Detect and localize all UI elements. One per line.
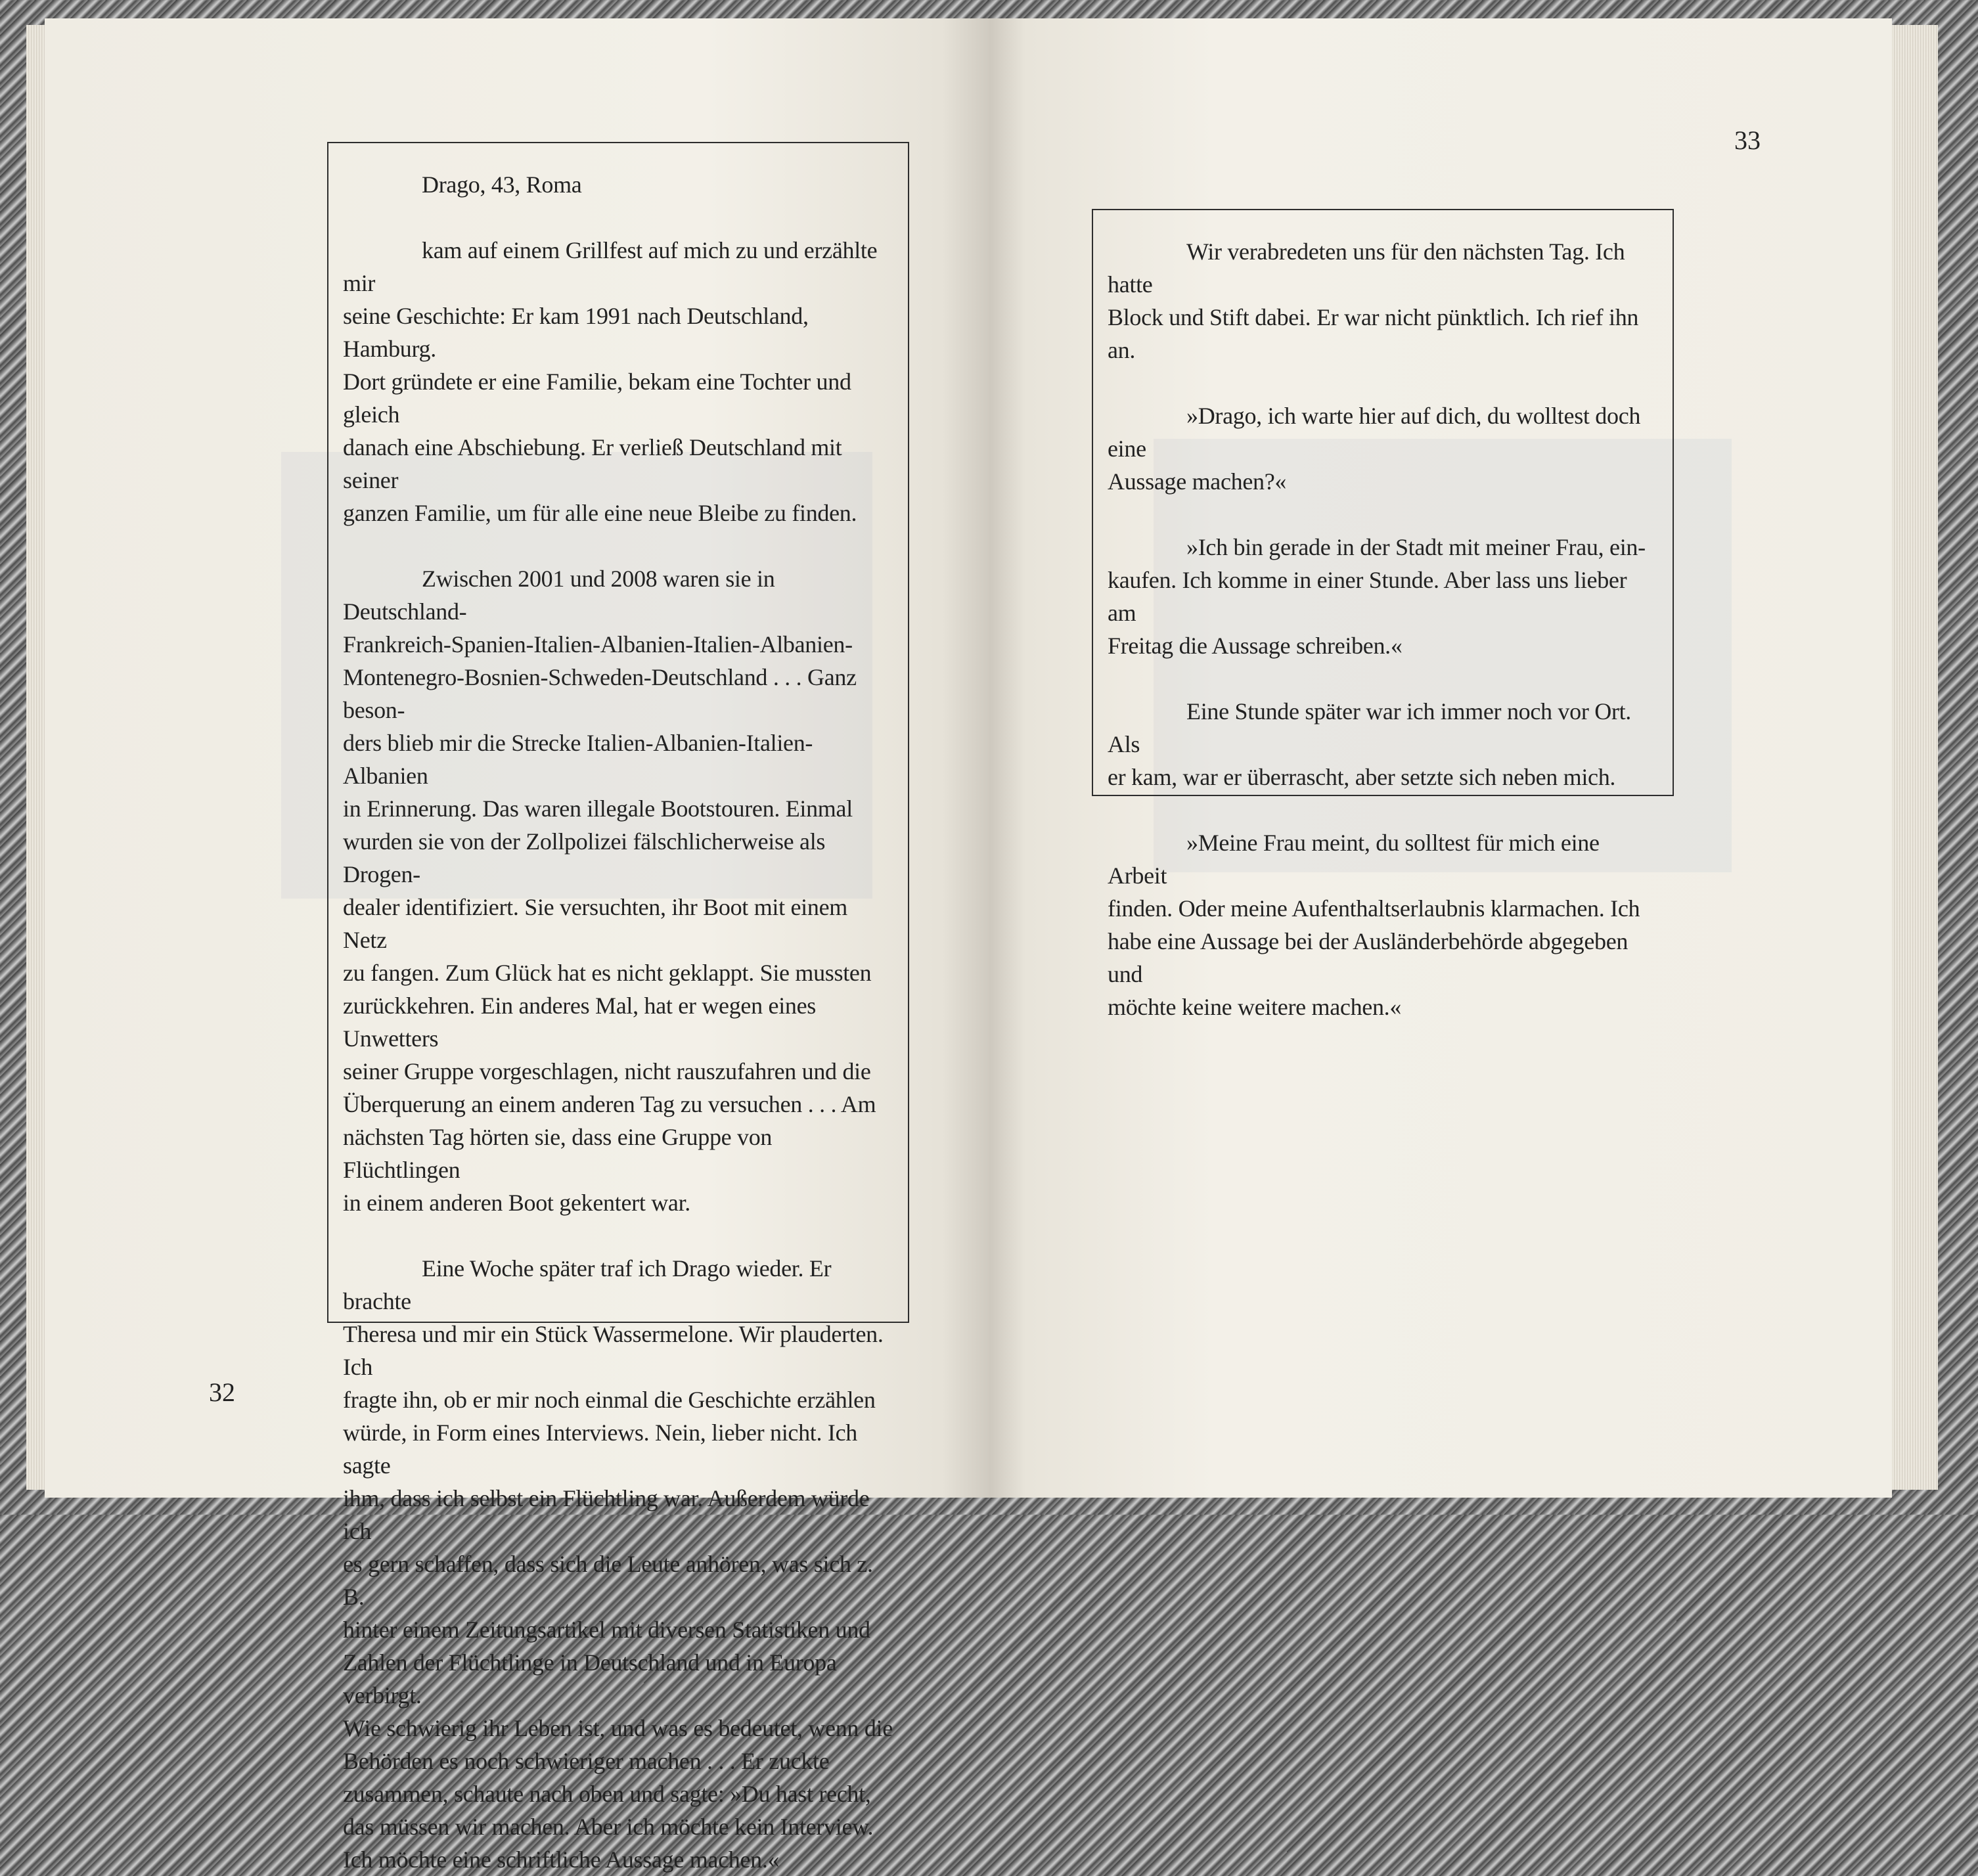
entry-heading: Drago, 43, Roma <box>422 171 582 198</box>
paragraph: »Drago, ich warte hier auf dich, du wolltest doch eine Aussage machen?« <box>1108 403 1641 495</box>
paragraph: Wir verabredeten uns für den nächsten Tag. Ich hatte Block und Stift dabei. Er war nicht pünktlich. Ich rief ihn an. <box>1108 238 1639 363</box>
paragraph: »Ich bin gerade in der Stadt mit meiner Frau, ein- kaufen. Ich komme in einer Stunde. Aber lass uns lieber am Freitag die Aussage schreiben.« <box>1108 534 1646 659</box>
page-number: 32 <box>209 1377 235 1407</box>
right-page-edges <box>1892 25 1938 1490</box>
right-text-frame <box>1092 209 1674 1020</box>
page-number: 33 <box>1734 125 1761 155</box>
right-page <box>989 18 1892 1498</box>
paragraph: Zwischen 2001 und 2008 waren sie in Deutschland- Frankreich-Spanien-Italien-Albanien-Italien-Albanien- Montenegro-Bosnien-Schweden-Deutschland . . . Ganz beson- ders blieb mir die Strecke Italien-Albanien-Italien-Albanien in Erinnerung. Das waren illegale Bootstouren. Einmal wurden sie von der Zollpolizei fälschlicherweise als Drogen- dealer identifiziert. Sie versuchten, ihr Boot mit einem Netz zu fangen. Zum Glück hat es nicht geklappt. Sie mussten zurückkehren. Ein anderes Mal, hat er wegen eines Unwetters seiner Gruppe vorgeschlagen, nicht rauszufahren und die Überquerung an einem anderen Tag zu versuchen . . . Am nächsten Tag hörten sie, dass eine Gruppe von Flüchtlingen in einem anderen Boot gekentert war. <box>343 566 876 1216</box>
paragraph: »Meine Frau meint, du solltest für mich eine Arbeit finden. Oder meine Aufenthaltserlaubnis klarmachen. Ich habe eine Aussage bei der Ausländerbehörde abgegeben und möchte keine weitere machen.« <box>1108 830 1640 1020</box>
paragraph: Eine Stunde später war ich immer noch vor Ort. Als er kam, war er überrascht, aber setzte sich neben mich. <box>1108 698 1632 790</box>
left-page <box>45 18 989 1873</box>
paragraph: kam auf einem Grillfest auf mich zu und erzählte mir seine Geschichte: Er kam 1991 nach Deutschland, Hamburg. Dort gründete er eine Familie, bekam eine Tochter und gleich danach eine Abschiebung. Er verließ Deutschland mit seiner ganzen Familie, um für alle eine neue Bleibe zu finden. <box>343 237 878 526</box>
open-book <box>26 18 1905 1873</box>
paragraph: Eine Woche später traf ich Drago wieder. Er brachte Theresa und mir ein Stück Wassermelone. Wir plauderten. Ich fragte ihn, ob er mir noch einmal die Geschichte erzählen würde, in Form eines Interviews. Nein, lieber nicht. Ich sagte ihm, dass ich selbst ein Flüchtling war. Außerdem würde ich es gern schaffen, dass sich die Leute anhören, was sich z. B. hinter einem Zeitungsartikel mit diversen Statistiken und Zahlen der Flüchtlinge in Deutschland und in Europa verbirgt. Wie schwierig ihr Leben ist, und was es bedeutet, wenn die Behörden es noch schwieriger machen . . . Er zuckte zusammen, schaute nach oben und sagte: »Du hast recht, das müssen wir machen. Aber ich möchte kein Interview. Ich möchte eine schriftliche Aussage machen.« <box>343 1255 893 1873</box>
left-text-frame <box>327 142 909 1873</box>
left-page-edges <box>26 25 46 1490</box>
